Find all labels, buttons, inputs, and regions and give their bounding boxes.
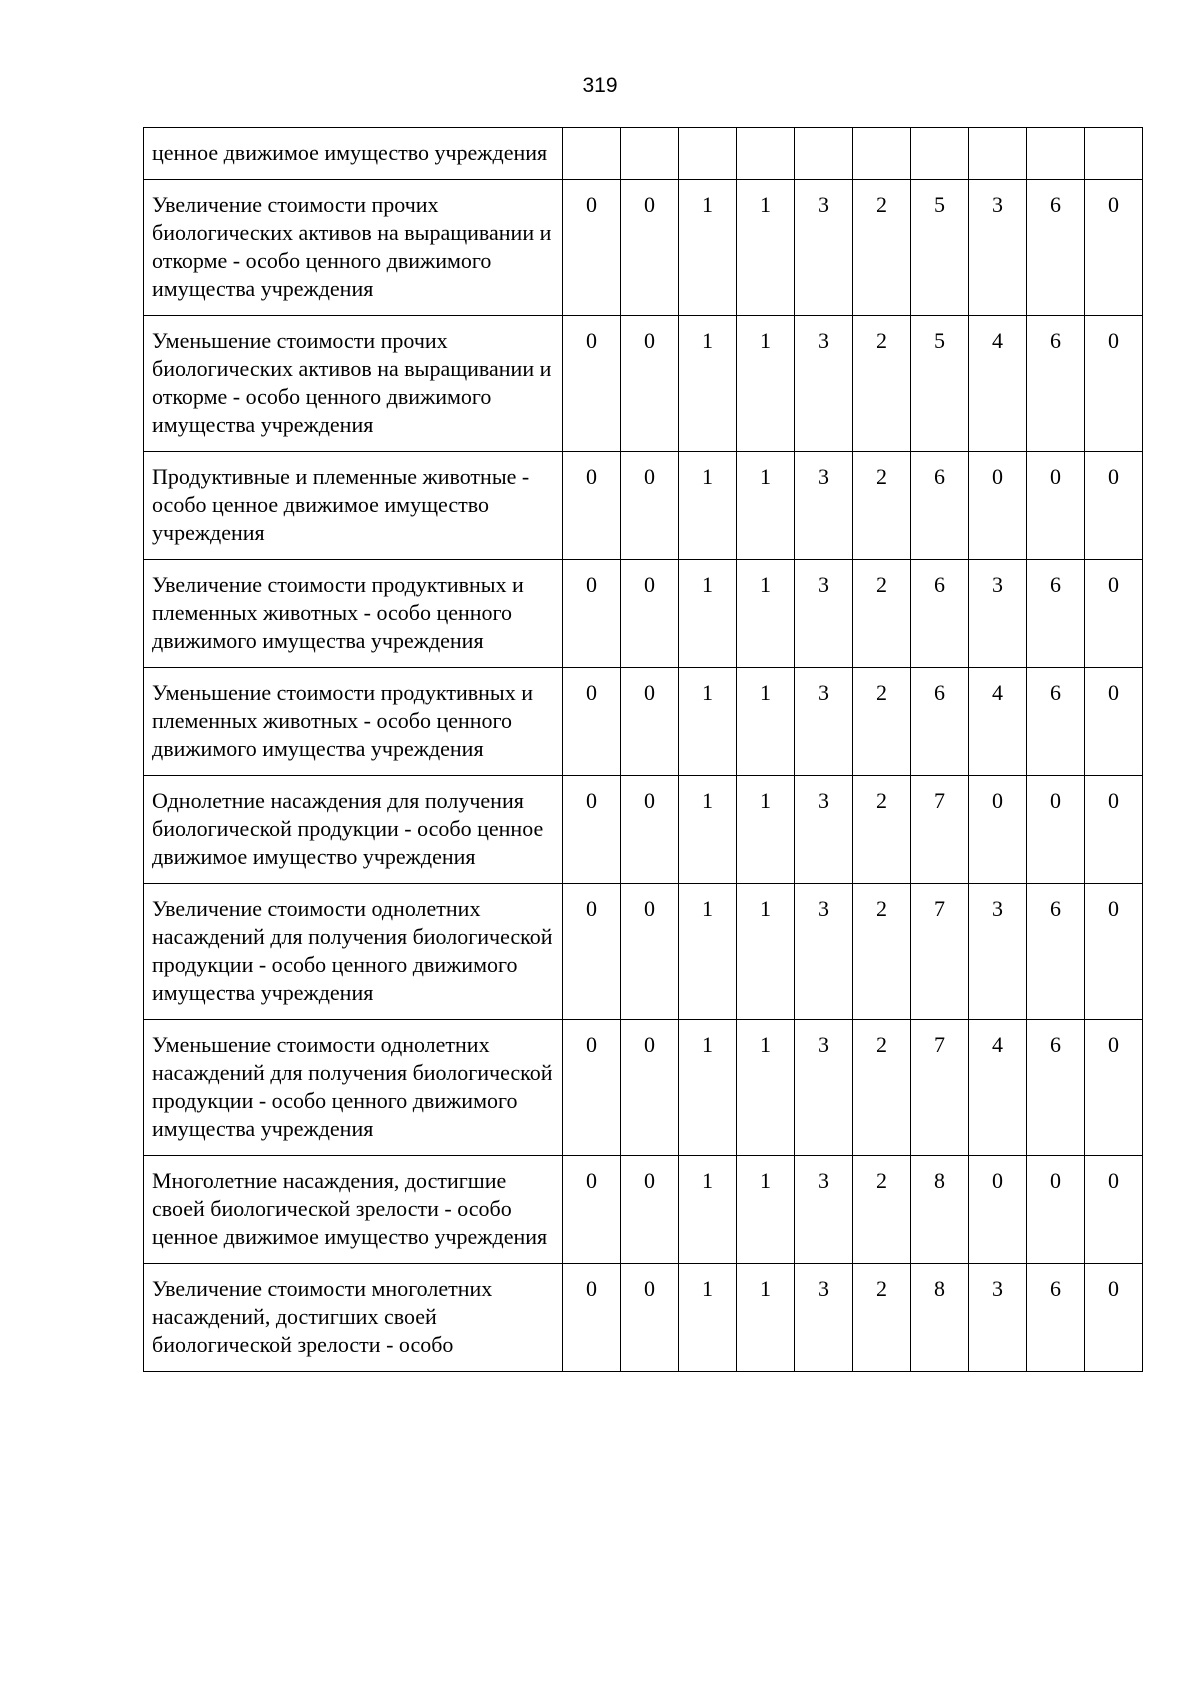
row-description: Уменьшение стоимости продуктивных и племенных животных - особо ценного движимого имущества учреждения bbox=[144, 668, 563, 776]
code-digit-4: 1 bbox=[737, 1020, 795, 1156]
code-digit-1: 0 bbox=[563, 316, 621, 452]
table-row bbox=[144, 560, 1143, 668]
code-digit-10: 0 bbox=[1085, 1020, 1143, 1156]
code-digit-4: 1 bbox=[737, 776, 795, 884]
code-digit-6: 2 bbox=[853, 452, 911, 560]
code-digit-5: 3 bbox=[795, 1156, 853, 1264]
code-digit-9: 0 bbox=[1027, 776, 1085, 884]
code-digit-7: 7 bbox=[911, 1020, 969, 1156]
code-digit-1: 0 bbox=[563, 1156, 621, 1264]
code-digit-3: 1 bbox=[679, 668, 737, 776]
code-digit-8: 0 bbox=[969, 776, 1027, 884]
table-row bbox=[144, 776, 1143, 884]
code-digit-4: 1 bbox=[737, 560, 795, 668]
code-digit-6: 2 bbox=[853, 180, 911, 316]
code-digit-8: 0 bbox=[969, 452, 1027, 560]
code-digit-3: 1 bbox=[679, 560, 737, 668]
code-digit-5: 3 bbox=[795, 452, 853, 560]
table-row bbox=[144, 452, 1143, 560]
code-digit-6: 2 bbox=[853, 1264, 911, 1372]
code-digit-9: 6 bbox=[1027, 316, 1085, 452]
code-digit-3: 1 bbox=[679, 1264, 737, 1372]
code-digit-1: 0 bbox=[563, 1020, 621, 1156]
code-digit-9: 6 bbox=[1027, 668, 1085, 776]
code-digit-2 bbox=[621, 128, 679, 180]
page-number: 319 bbox=[582, 74, 618, 97]
code-digit-5: 3 bbox=[795, 180, 853, 316]
code-digit-4: 1 bbox=[737, 884, 795, 1020]
code-digit-5: 3 bbox=[795, 1020, 853, 1156]
row-description: Продуктивные и племенные животные - особо ценное движимое имущество учреждения bbox=[144, 452, 563, 560]
code-digit-6 bbox=[853, 128, 911, 180]
code-digit-5: 3 bbox=[795, 316, 853, 452]
code-digit-8: 4 bbox=[969, 668, 1027, 776]
row-description: Однолетние насаждения для получения биологической продукции - особо ценное движимое имущество учреждения bbox=[144, 776, 563, 884]
row-description: Увеличение стоимости продуктивных и племенных животных - особо ценного движимого имущества учреждения bbox=[144, 560, 563, 668]
code-digit-8: 3 bbox=[969, 884, 1027, 1020]
code-digit-1: 0 bbox=[563, 180, 621, 316]
code-digit-3: 1 bbox=[679, 180, 737, 316]
code-digit-7: 6 bbox=[911, 452, 969, 560]
table-row bbox=[144, 1264, 1143, 1372]
row-description: ценное движимое имущество учреждения bbox=[144, 128, 563, 180]
code-digit-7: 6 bbox=[911, 560, 969, 668]
code-digit-4 bbox=[737, 128, 795, 180]
code-digit-4: 1 bbox=[737, 668, 795, 776]
table-row bbox=[144, 1020, 1143, 1156]
code-digit-2: 0 bbox=[621, 452, 679, 560]
code-digit-5: 3 bbox=[795, 884, 853, 1020]
code-digit-2: 0 bbox=[621, 1264, 679, 1372]
code-digit-4: 1 bbox=[737, 316, 795, 452]
code-digit-2: 0 bbox=[621, 560, 679, 668]
code-digit-3: 1 bbox=[679, 1020, 737, 1156]
code-digit-6: 2 bbox=[853, 1020, 911, 1156]
table-row bbox=[144, 668, 1143, 776]
code-digit-2: 0 bbox=[621, 884, 679, 1020]
account-codes-table bbox=[143, 127, 1143, 1372]
row-description: Уменьшение стоимости прочих биологических активов на выращивании и откорме - особо ценного движимого имущества учреждения bbox=[144, 316, 563, 452]
code-digit-1: 0 bbox=[563, 668, 621, 776]
code-digit-9: 6 bbox=[1027, 1264, 1085, 1372]
code-digit-5: 3 bbox=[795, 1264, 853, 1372]
table-body bbox=[144, 128, 1143, 1372]
code-digit-3 bbox=[679, 128, 737, 180]
row-description: Увеличение стоимости однолетних насаждений для получения биологической продукции - особо ценного движимого имущества учреждения bbox=[144, 884, 563, 1020]
code-digit-10: 0 bbox=[1085, 776, 1143, 884]
code-digit-10 bbox=[1085, 128, 1143, 180]
code-digit-1: 0 bbox=[563, 452, 621, 560]
code-digit-8: 3 bbox=[969, 180, 1027, 316]
code-digit-10: 0 bbox=[1085, 1264, 1143, 1372]
code-digit-5: 3 bbox=[795, 776, 853, 884]
code-digit-6: 2 bbox=[853, 316, 911, 452]
code-digit-3: 1 bbox=[679, 1156, 737, 1264]
code-digit-7: 5 bbox=[911, 316, 969, 452]
code-digit-5: 3 bbox=[795, 560, 853, 668]
code-digit-1: 0 bbox=[563, 776, 621, 884]
table-row bbox=[144, 884, 1143, 1020]
code-digit-2: 0 bbox=[621, 776, 679, 884]
table-row bbox=[144, 1156, 1143, 1264]
code-digit-5: 3 bbox=[795, 668, 853, 776]
code-digit-10: 0 bbox=[1085, 668, 1143, 776]
code-digit-7: 7 bbox=[911, 776, 969, 884]
code-digit-8 bbox=[969, 128, 1027, 180]
code-digit-9: 6 bbox=[1027, 560, 1085, 668]
code-digit-1: 0 bbox=[563, 1264, 621, 1372]
code-digit-6: 2 bbox=[853, 1156, 911, 1264]
code-digit-7: 8 bbox=[911, 1264, 969, 1372]
code-digit-3: 1 bbox=[679, 316, 737, 452]
code-digit-4: 1 bbox=[737, 1264, 795, 1372]
code-digit-1 bbox=[563, 128, 621, 180]
code-digit-10: 0 bbox=[1085, 452, 1143, 560]
code-digit-3: 1 bbox=[679, 776, 737, 884]
table-row bbox=[144, 316, 1143, 452]
row-description: Уменьшение стоимости однолетних насаждений для получения биологической продукции - особо ценного движимого имущества учреждения bbox=[144, 1020, 563, 1156]
table-row bbox=[144, 180, 1143, 316]
code-digit-10: 0 bbox=[1085, 1156, 1143, 1264]
code-digit-4: 1 bbox=[737, 452, 795, 560]
code-digit-8: 4 bbox=[969, 316, 1027, 452]
code-digit-9: 0 bbox=[1027, 1156, 1085, 1264]
code-digit-8: 0 bbox=[969, 1156, 1027, 1264]
code-digit-8: 4 bbox=[969, 1020, 1027, 1156]
code-digit-9 bbox=[1027, 128, 1085, 180]
code-digit-2: 0 bbox=[621, 668, 679, 776]
row-description: Многолетние насаждения, достигшие своей биологической зрелости - особо ценное движимое имущество учреждения bbox=[144, 1156, 563, 1264]
code-digit-7: 7 bbox=[911, 884, 969, 1020]
code-digit-2: 0 bbox=[621, 1156, 679, 1264]
row-description: Увеличение стоимости многолетних насаждений, достигших своей биологической зрелости - особо bbox=[144, 1264, 563, 1372]
code-digit-10: 0 bbox=[1085, 316, 1143, 452]
code-digit-4: 1 bbox=[737, 1156, 795, 1264]
row-description: Увеличение стоимости прочих биологических активов на выращивании и откорме - особо ценного движимого имущества учреждения bbox=[144, 180, 563, 316]
code-digit-3: 1 bbox=[679, 452, 737, 560]
code-digit-1: 0 bbox=[563, 560, 621, 668]
code-digit-8: 3 bbox=[969, 1264, 1027, 1372]
code-digit-1: 0 bbox=[563, 884, 621, 1020]
code-digit-6: 2 bbox=[853, 560, 911, 668]
code-digit-5 bbox=[795, 128, 853, 180]
code-digit-9: 6 bbox=[1027, 180, 1085, 316]
code-digit-6: 2 bbox=[853, 884, 911, 1020]
code-digit-7: 6 bbox=[911, 668, 969, 776]
code-digit-9: 0 bbox=[1027, 452, 1085, 560]
code-digit-10: 0 bbox=[1085, 884, 1143, 1020]
code-digit-7 bbox=[911, 128, 969, 180]
table-row bbox=[144, 128, 1143, 180]
code-digit-7: 5 bbox=[911, 180, 969, 316]
code-digit-2: 0 bbox=[621, 1020, 679, 1156]
code-digit-9: 6 bbox=[1027, 1020, 1085, 1156]
code-digit-9: 6 bbox=[1027, 884, 1085, 1020]
code-digit-2: 0 bbox=[621, 316, 679, 452]
code-digit-8: 3 bbox=[969, 560, 1027, 668]
code-digit-10: 0 bbox=[1085, 180, 1143, 316]
code-digit-7: 8 bbox=[911, 1156, 969, 1264]
code-digit-4: 1 bbox=[737, 180, 795, 316]
code-digit-3: 1 bbox=[679, 884, 737, 1020]
code-digit-10: 0 bbox=[1085, 560, 1143, 668]
code-digit-6: 2 bbox=[853, 776, 911, 884]
code-digit-2: 0 bbox=[621, 180, 679, 316]
code-digit-6: 2 bbox=[853, 668, 911, 776]
